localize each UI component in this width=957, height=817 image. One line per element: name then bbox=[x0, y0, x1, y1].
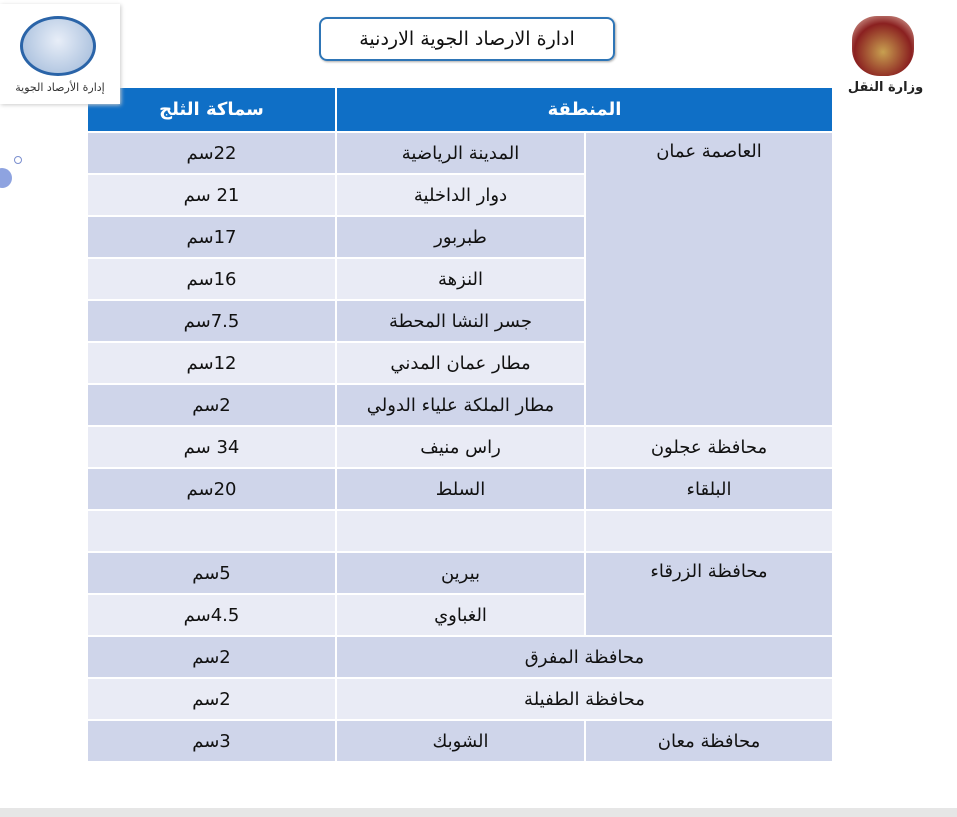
region-cell: محافظة الطفيلة bbox=[336, 678, 833, 720]
region-cell bbox=[585, 510, 833, 552]
header-snow: سماكة الثلج bbox=[87, 87, 336, 132]
snow-cell: 12سم bbox=[87, 342, 336, 384]
jordan-coat-of-arms-icon bbox=[852, 16, 914, 76]
logo-left-caption: إدارة الأرصاد الجوية bbox=[0, 80, 120, 96]
snow-cell: 5سم bbox=[87, 552, 336, 594]
snow-depth-table bbox=[86, 86, 834, 763]
header-region: المنطقة bbox=[336, 87, 833, 132]
page-title: ادارة الارصاد الجوية الاردنية bbox=[319, 17, 615, 61]
table-header bbox=[87, 87, 833, 132]
decorative-dot bbox=[0, 168, 12, 188]
site-cell: النزهة bbox=[336, 258, 585, 300]
snow-cell: 2سم bbox=[87, 678, 336, 720]
snow-cell: 3سم bbox=[87, 720, 336, 762]
snow-cell: 34 سم bbox=[87, 426, 336, 468]
snow-cell: 7.5سم bbox=[87, 300, 336, 342]
decorative-circle bbox=[14, 156, 22, 164]
site-cell: السلط bbox=[336, 468, 585, 510]
table-row-empty bbox=[87, 510, 833, 552]
table-row bbox=[87, 720, 833, 762]
region-cell: العاصمة عمان bbox=[585, 132, 833, 426]
site-cell: مطار الملكة علياء الدولي bbox=[336, 384, 585, 426]
logo-right-caption: وزارة النقل bbox=[847, 80, 924, 95]
snow-cell: 20سم bbox=[87, 468, 336, 510]
region-cell: محافظة الزرقاء bbox=[585, 552, 833, 636]
site-cell: مطار عمان المدني bbox=[336, 342, 585, 384]
site-cell: بيرين bbox=[336, 552, 585, 594]
snow-cell: 22سم bbox=[87, 132, 336, 174]
site-cell: الشوبك bbox=[336, 720, 585, 762]
snow-cell: 21 سم bbox=[87, 174, 336, 216]
table-row bbox=[87, 132, 833, 174]
site-cell: راس منيف bbox=[336, 426, 585, 468]
snow-cell: 2سم bbox=[87, 384, 336, 426]
table-row bbox=[87, 636, 833, 678]
region-cell: محافظة عجلون bbox=[585, 426, 833, 468]
snow-cell: 4.5سم bbox=[87, 594, 336, 636]
snow-cell bbox=[87, 510, 336, 552]
snow-cell: 16سم bbox=[87, 258, 336, 300]
site-cell: طبربور bbox=[336, 216, 585, 258]
site-cell bbox=[336, 510, 585, 552]
ministry-logo bbox=[838, 12, 933, 102]
site-cell: جسر النشا المحطة bbox=[336, 300, 585, 342]
table-row bbox=[87, 678, 833, 720]
site-cell: الغباوي bbox=[336, 594, 585, 636]
snow-cell: 2سم bbox=[87, 636, 336, 678]
site-cell: دوار الداخلية bbox=[336, 174, 585, 216]
site-cell: المدينة الرياضية bbox=[336, 132, 585, 174]
table-row bbox=[87, 468, 833, 510]
meteorology-emblem-icon bbox=[20, 16, 96, 76]
region-cell: محافظة معان bbox=[585, 720, 833, 762]
table-row bbox=[87, 426, 833, 468]
region-cell: البلقاء bbox=[585, 468, 833, 510]
table-row bbox=[87, 552, 833, 594]
snow-cell: 17سم bbox=[87, 216, 336, 258]
meteorology-department-logo bbox=[0, 4, 120, 104]
region-cell: محافظة المفرق bbox=[336, 636, 833, 678]
bottom-bar bbox=[0, 808, 957, 817]
